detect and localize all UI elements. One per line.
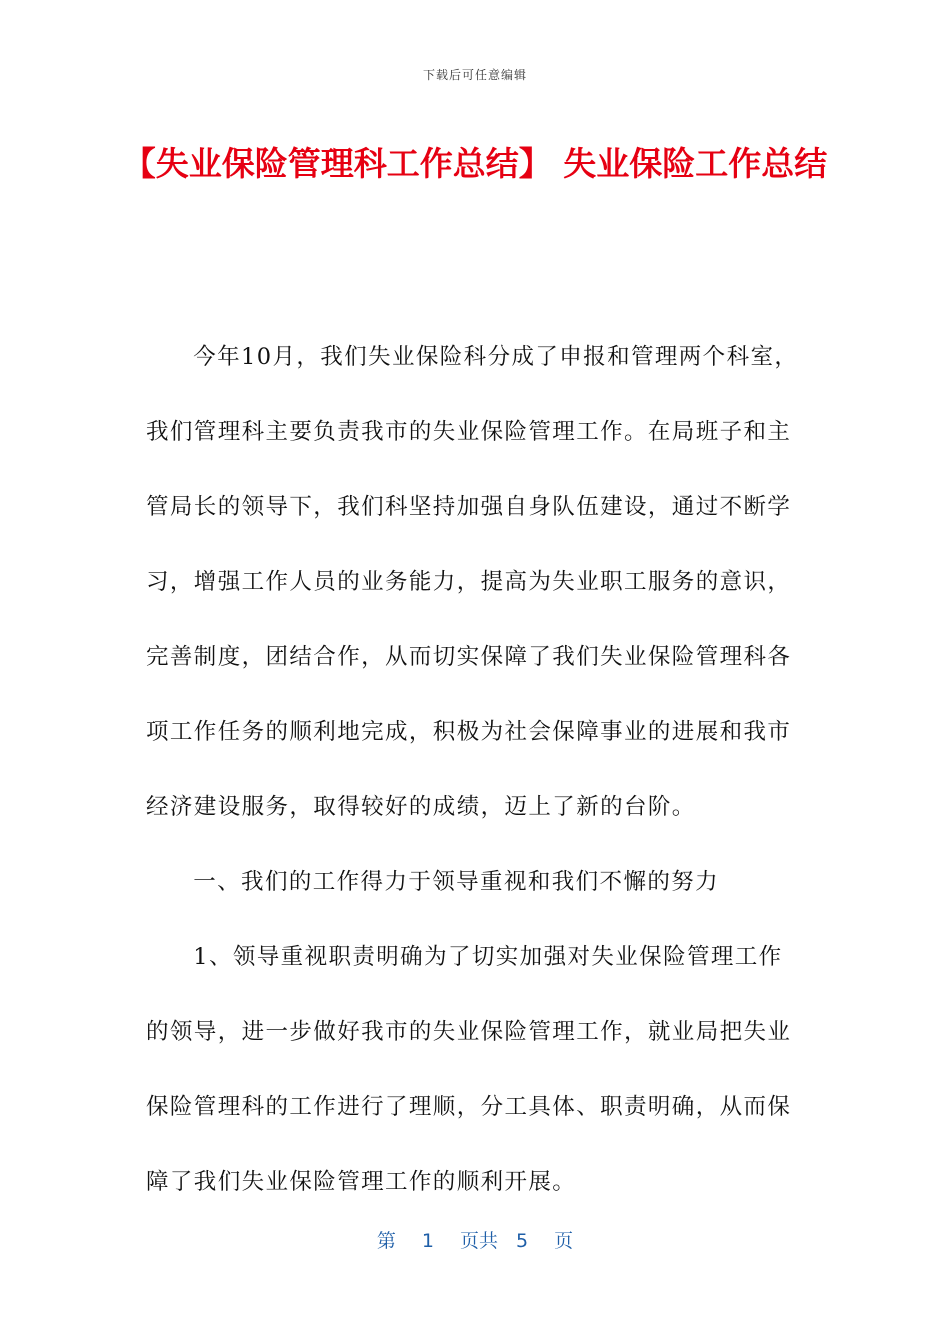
- total-pages-number: 5: [516, 1230, 529, 1252]
- page-footer: [0, 1226, 950, 1253]
- paragraph-intro: 今年10月，我们失业保险科分成了申报和管理两个科室，我们管理科主要负责我市的失业保险管理工作。在局班子和主管局长的领导下，我们科坚持加强自身队伍建设，通过不断学习，增强工作人员的业务能力，提高为失业职工服务的意识，完善制度，团结合作，从而切实保障了我们失业保险管理科各项工作任务的顺利地完成，积极为社会保障事业的进展和我市经济建设服务，取得较好的成绩，迈上了新的台阶。: [146, 344, 799, 820]
- paragraph-leadership: 1、领导重视职责明确为了切实加强对失业保险管理工作的领导，进一步做好我市的失业保险管理工作，就业局把失业保险管理科的工作进行了理顺，分工具体、职责明确，从而保障了我们失业保险管理工作的顺利开展。: [146, 944, 792, 1195]
- document-title: 【失业保险管理科工作总结】 失业保险工作总结: [122, 144, 828, 183]
- page-label-suffix: 页: [554, 1230, 574, 1252]
- page-label-mid: 页共: [459, 1230, 498, 1252]
- header-note: 下载后可任意编辑: [422, 68, 527, 82]
- section-heading: 一、我们的工作得力于领导重视和我们不懈的努力: [193, 869, 720, 895]
- current-page-number: 1: [421, 1230, 434, 1252]
- page-label-prefix: 第: [376, 1230, 396, 1252]
- document-body: [146, 320, 806, 1220]
